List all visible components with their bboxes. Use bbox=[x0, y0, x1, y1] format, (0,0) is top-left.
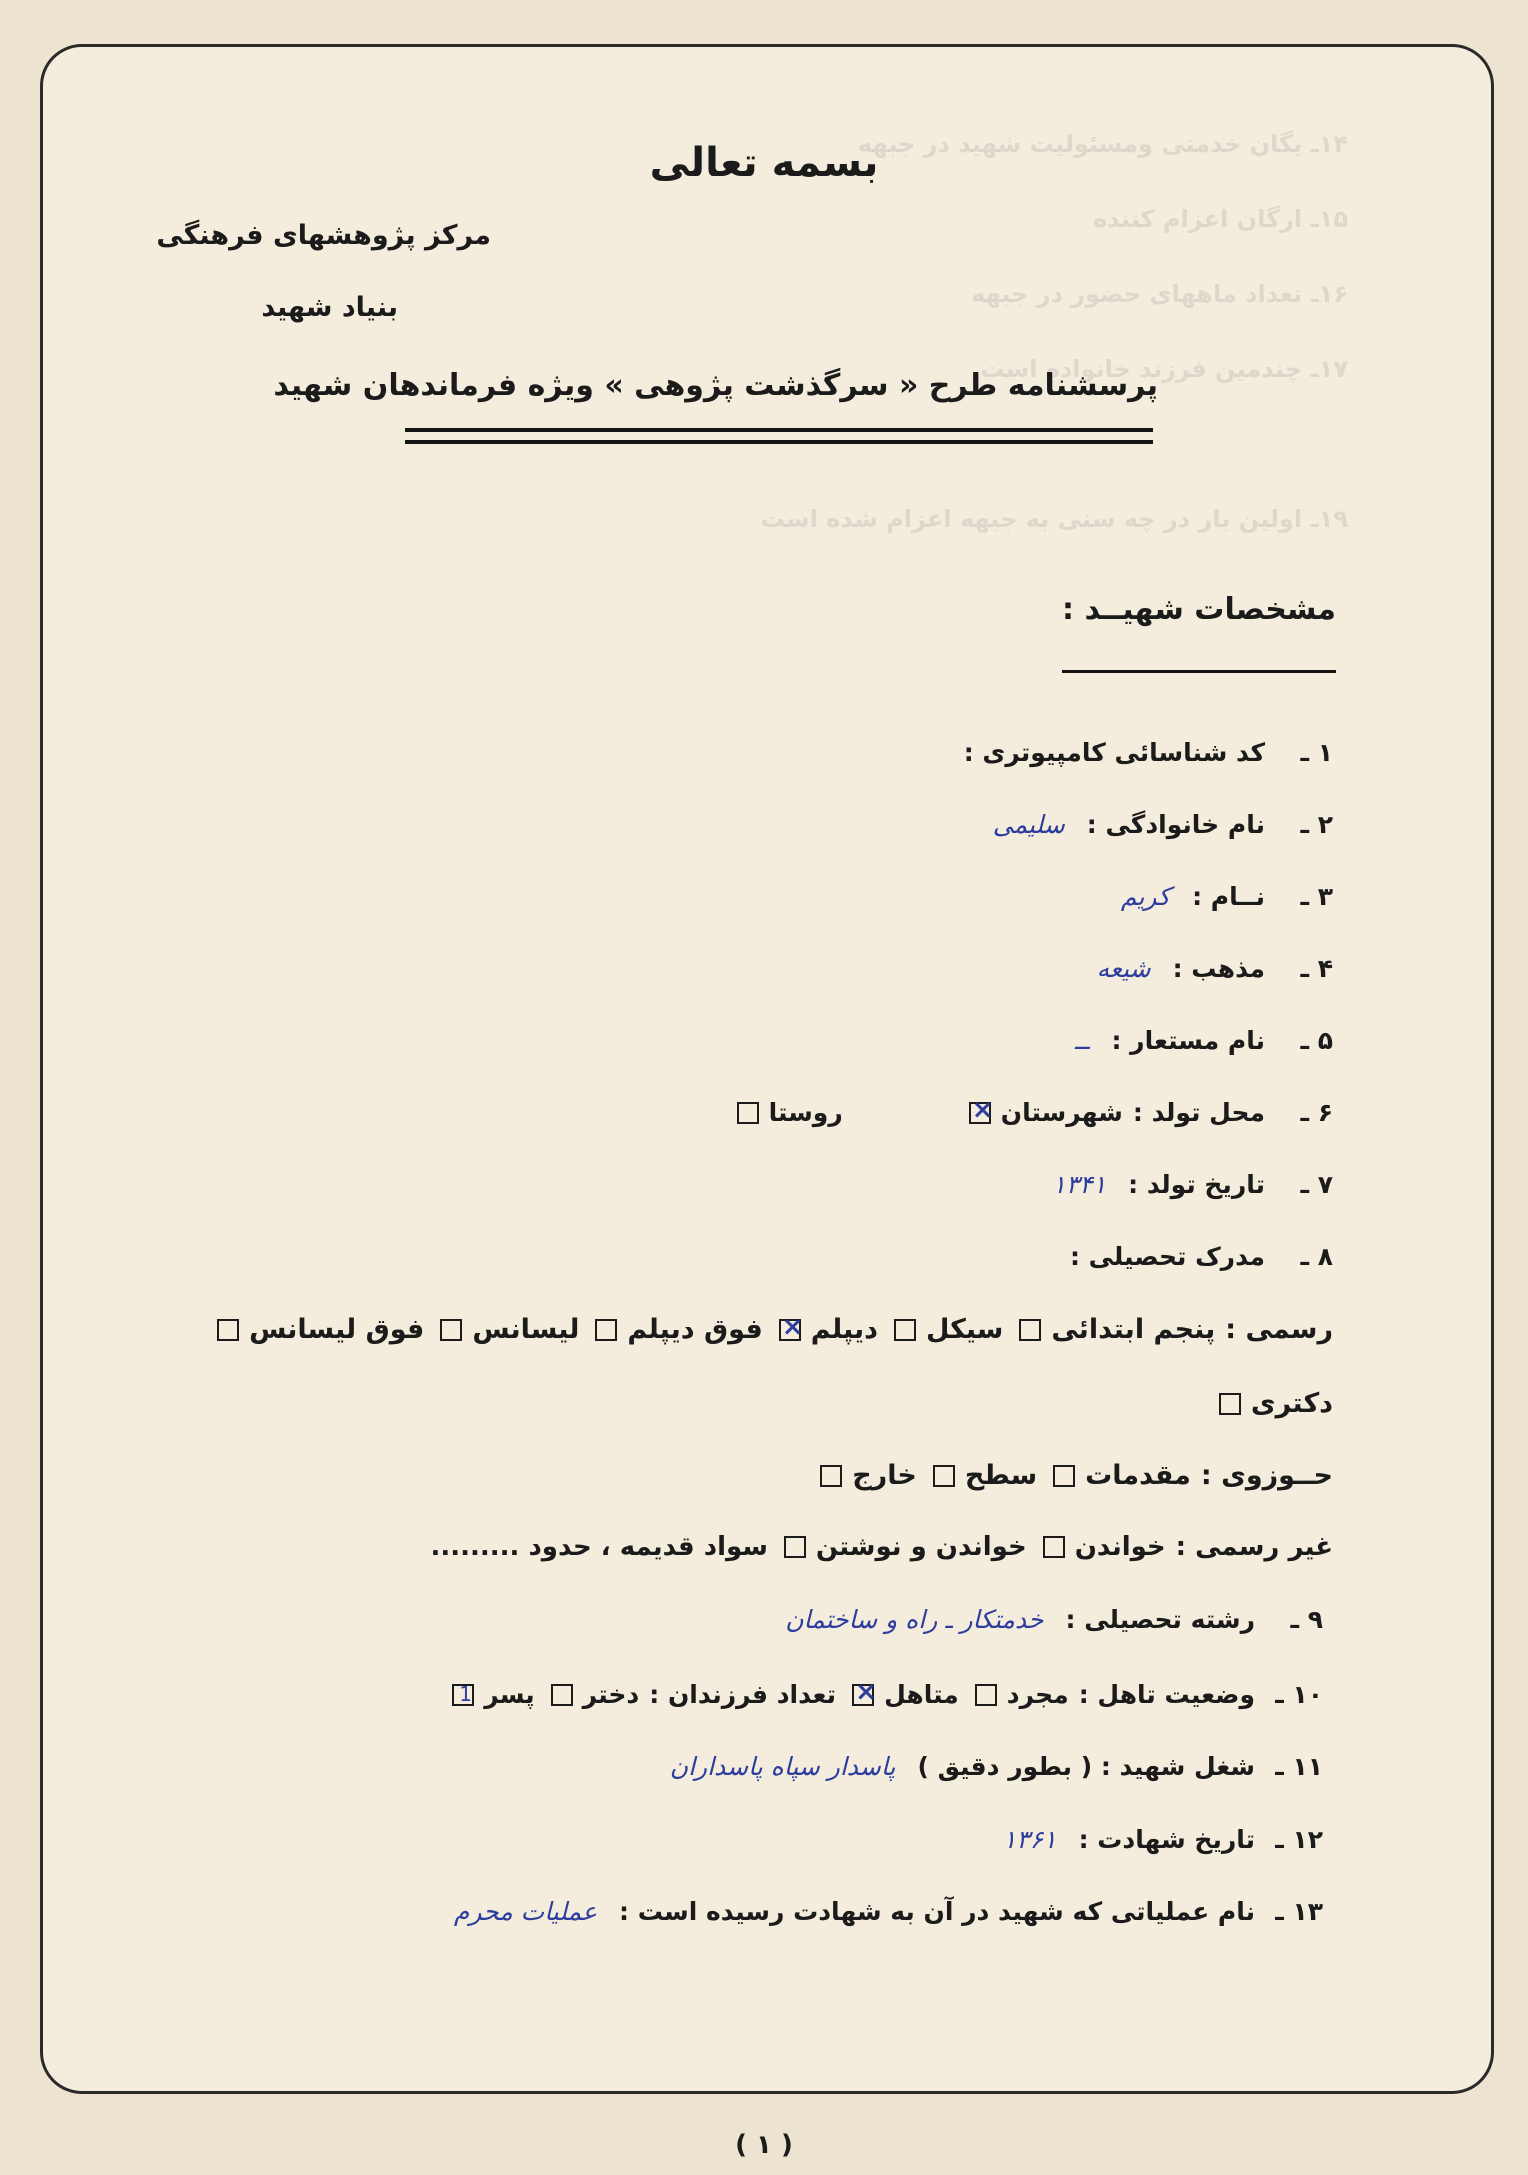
field-first-name: ۳ ـ نــام : کریم bbox=[1120, 882, 1333, 911]
bleed-through-text: ۱۹ـ اولین بار در چه سنی به جبهه اعزام شده است bbox=[760, 505, 1348, 533]
bleed-through-text: ۱۵ـ ارگان اعزام کننده bbox=[1092, 205, 1348, 233]
alias-value[interactable]: ــ bbox=[1074, 1026, 1090, 1055]
seminary-education-row: حــوزوی : مقدمات سطح خارج bbox=[814, 1460, 1333, 1491]
first-name-value[interactable]: کریم bbox=[1120, 882, 1171, 911]
informal-education-row: غیر رسمی : خواندن خواندن و نوشتن سواد قدیمه ، حدود ......... bbox=[430, 1532, 1333, 1562]
field-field-of-study: ۹ ـ رشته تحصیلی : خدمتکار ـ راه و ساختمان bbox=[785, 1605, 1323, 1634]
field-of-study-value[interactable]: خدمتکار ـ راه و ساختمان bbox=[785, 1605, 1044, 1634]
kharej-checkbox[interactable] bbox=[820, 1465, 842, 1487]
married-checkbox[interactable] bbox=[852, 1684, 874, 1706]
page-title: بسمه تعالی bbox=[649, 140, 879, 186]
bleed-through-text: ۱۷ـ چندمین فرزند خانواده است bbox=[980, 355, 1348, 383]
field-marital-status: ۱۰ ـ وضعیت تاهل : مجرد متاهل × تعداد فرزندان : دختر پسر 1 bbox=[446, 1680, 1323, 1709]
field-birth-date: ۷ ـ تاریخ تولد : ۱۳۴۱ bbox=[1052, 1170, 1333, 1199]
family-name-value[interactable]: سلیمی bbox=[992, 810, 1065, 839]
field-birthplace: ۶ ـ محل تولد : شهرستان × روستا bbox=[731, 1098, 1333, 1127]
field-martyrdom-date: ۱۲ ـ تاریخ شهادت : ۱۳۶۱ bbox=[1002, 1825, 1323, 1854]
occupation-value[interactable]: پاسدار سپاه پاسداران bbox=[669, 1752, 896, 1781]
moqaddamat-checkbox[interactable] bbox=[1053, 1465, 1075, 1487]
section-underline bbox=[1062, 670, 1336, 673]
religion-value[interactable]: شیعه bbox=[1096, 954, 1151, 983]
org-name: مرکز پژوهشهای فرهنگی bbox=[156, 220, 491, 251]
phd-row: دکتری bbox=[1213, 1388, 1333, 1419]
daughter-checkbox[interactable] bbox=[551, 1684, 573, 1706]
bleed-through-text: ۱۶ـ تعداد ماههای حضور در جبهه bbox=[970, 280, 1348, 308]
operation-name-value[interactable]: عملیات محرم bbox=[453, 1897, 597, 1926]
bleed-through-text: ۱۴ـ یگان خدمتی ومسئولیت شهید در جبهه bbox=[857, 130, 1348, 158]
field-occupation: ۱۱ ـ شغل شهید : ( بطور دقیق ) پاسدار سپاه پاسداران bbox=[669, 1752, 1323, 1781]
birthplace-city-checkbox[interactable] bbox=[969, 1102, 991, 1124]
phd-checkbox[interactable] bbox=[1219, 1393, 1241, 1415]
diploma-checkbox[interactable] bbox=[779, 1319, 801, 1341]
field-religion: ۴ ـ مذهب : شیعه bbox=[1096, 954, 1333, 983]
field-education: ۸ ـ مدرک تحصیلی : bbox=[1069, 1242, 1333, 1271]
formal-education-row: رسمی : پنجم ابتدائی سیکل دیپلم × فوق دیپلم لیسانس فوق لیسانس bbox=[211, 1314, 1333, 1345]
page-number: ( ۱ ) bbox=[735, 2130, 793, 2160]
master-checkbox[interactable] bbox=[217, 1319, 239, 1341]
son-count-box[interactable] bbox=[452, 1684, 474, 1706]
cycle-checkbox[interactable] bbox=[894, 1319, 916, 1341]
double-rule-top bbox=[405, 428, 1153, 432]
single-checkbox[interactable] bbox=[975, 1684, 997, 1706]
reading-writing-checkbox[interactable] bbox=[784, 1536, 806, 1558]
grade5-checkbox[interactable] bbox=[1019, 1319, 1041, 1341]
sath-checkbox[interactable] bbox=[933, 1465, 955, 1487]
double-rule-bottom bbox=[405, 440, 1153, 444]
form-page-border bbox=[40, 44, 1494, 2094]
martyrdom-date-value[interactable]: ۱۳۶۱ bbox=[1002, 1825, 1057, 1854]
org-sub-name: بنیاد شهید bbox=[261, 292, 398, 323]
associate-checkbox[interactable] bbox=[595, 1319, 617, 1341]
reading-checkbox[interactable] bbox=[1043, 1536, 1065, 1558]
section-title: مشخصات شهیــد : bbox=[1062, 592, 1336, 627]
field-alias: ۵ ـ نام مستعار : ــ bbox=[1074, 1026, 1333, 1055]
form-title: پرسشنامه طرح « سرگذشت پژوهی » ویژه فرماندهان شهید bbox=[273, 368, 1158, 403]
field-family-name: ۲ ـ نام خانوادگی : سلیمی bbox=[992, 810, 1333, 839]
bachelor-checkbox[interactable] bbox=[440, 1319, 462, 1341]
birth-date-value[interactable]: ۱۳۴۱ bbox=[1052, 1170, 1107, 1199]
birthplace-village-checkbox[interactable] bbox=[737, 1102, 759, 1124]
field-computer-id: ۱ ـ کد شناسائی کامپیوتری : bbox=[963, 738, 1333, 767]
field-operation-name: ۱۳ ـ نام عملیاتی که شهید در آن به شهادت رسیده است : عملیات محرم bbox=[453, 1897, 1323, 1926]
